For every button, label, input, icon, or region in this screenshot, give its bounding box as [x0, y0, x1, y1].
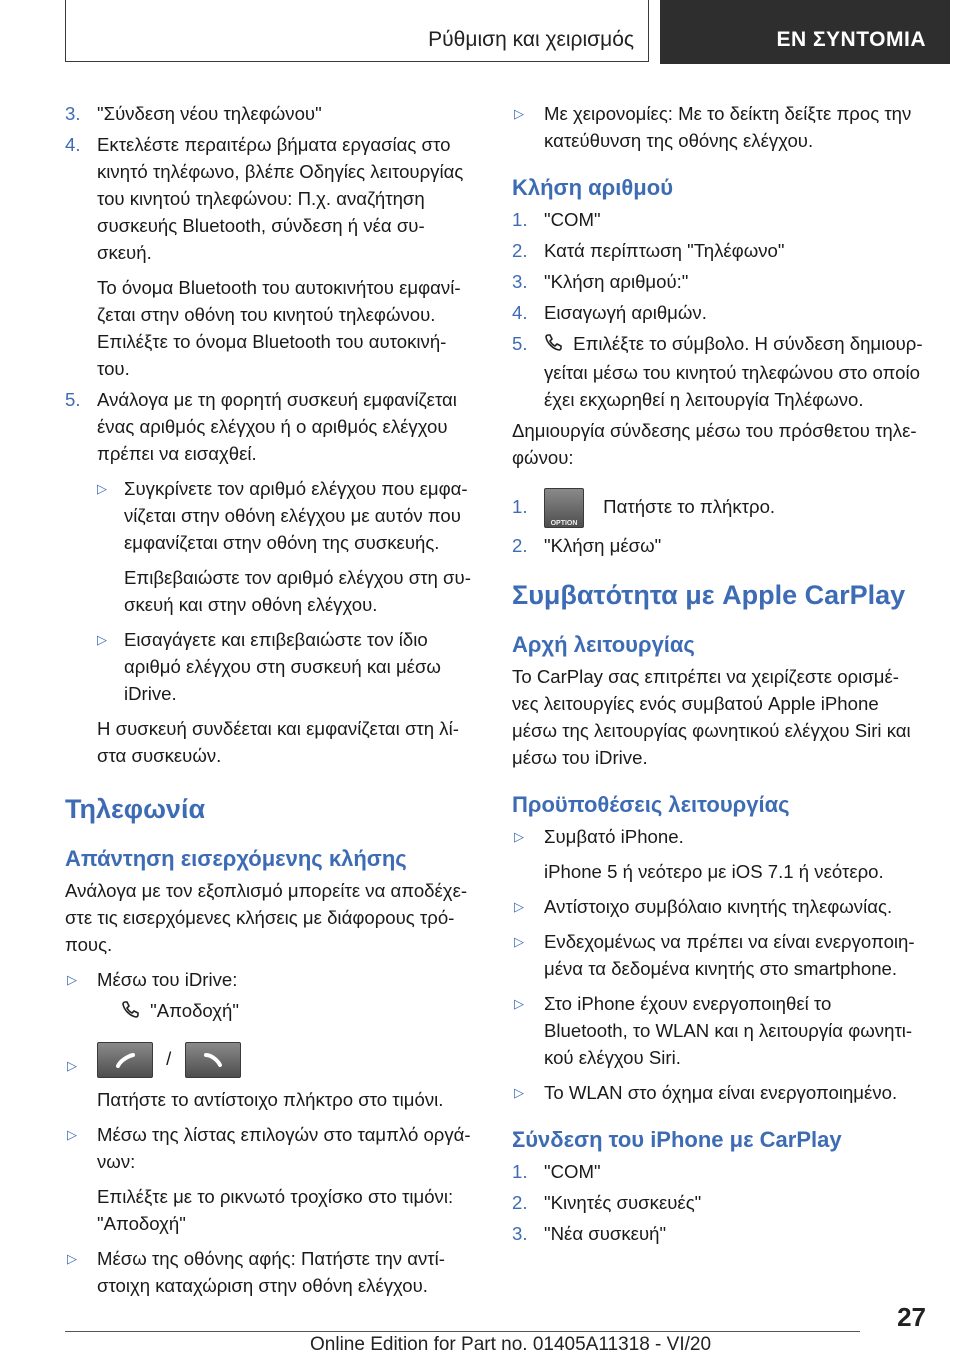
call-step-3 [512, 268, 932, 295]
step-text: Εισαγωγή αριθμών. [544, 302, 707, 323]
text-line: Ενδεχομένως να πρέπει να είναι ενεργοποιη- [544, 930, 915, 952]
step-number: 3. [512, 1222, 528, 1244]
text-line: μένα τα δεδομένα κινητής στο smartphone. [544, 957, 898, 979]
steering-buttons-row [97, 1042, 480, 1078]
step-number: 4. [65, 134, 81, 155]
bullet-options-list [65, 1121, 480, 1175]
step-number: 1. [512, 495, 528, 517]
bullet-iphone [512, 823, 932, 850]
text-line: Αντίστοιχο συμβόλαιο κινητής τηλεφωνίας. [544, 895, 893, 917]
bullet-compare [65, 475, 480, 556]
step-text: "Κινητές συσκευές" [544, 1191, 702, 1213]
step-number: 2. [512, 534, 528, 556]
text-line: Μέσω της λίστας επιλογών στο ταμπλό οργά- [97, 1123, 471, 1145]
step-number: 2. [512, 1191, 528, 1213]
heading-telephony: Τηλεφωνία [65, 794, 206, 824]
heading-carplay: Συμβατότητα με Apple CarPlay [512, 579, 906, 610]
text-line: νίζεται στην οθόνη ελέγχου με αυτόν που [124, 505, 461, 526]
step-text: "Κλήση μέσω" [544, 534, 662, 556]
text-line: Επιλέξτε το όνομα Bluetooth του αυτοκινή- [97, 331, 447, 352]
connect-step-2 [512, 1189, 932, 1216]
text-line: ένας αριθμός ελέγχου ή ο αριθμός ελέγχου [97, 416, 448, 437]
heading-prerequisites: Προϋποθέσεις λειτουργίας [512, 791, 790, 817]
heading-answer-call: Απάντηση εισερχόμενης κλήσης [65, 846, 407, 871]
bullet-triangle-icon: ▷ [514, 1084, 524, 1100]
step-text: "Κλήση αριθμού:" [544, 271, 689, 292]
text-line: στοιχη καταχώριση στην οθόνη ελέγχου. [97, 1274, 428, 1296]
text-line: Συμβατό iPhone. [544, 825, 684, 847]
text-line: Ανάλογα με τον εξοπλισμό μπορείτε να αποδέχε- [65, 880, 468, 901]
text-line: νων: [97, 1150, 136, 1172]
text-line: Ανάλογα με τη φορητή συσκευή εμφανίζεται [97, 389, 457, 410]
bullet-contract [512, 893, 932, 920]
step-text: "COM" [544, 209, 601, 230]
bullet-enter [65, 626, 480, 707]
step-number: 2. [512, 240, 528, 261]
text-line: σκευή και στην οθόνη ελέγχου. [124, 594, 378, 615]
text-line: αριθμό ελέγχου στη συσκευή και μέσω [124, 656, 441, 677]
text-line: Μέσω του iDrive: [97, 969, 238, 990]
text-line: έχει εκχωρηθεί η λειτουργία Τηλέφωνο. [544, 388, 864, 410]
call-step-2 [512, 237, 932, 264]
step-4 [65, 131, 480, 266]
iphone-note [512, 858, 932, 885]
text-line: iDrive. [124, 683, 177, 704]
heading-connect-iphone: Σύνδεση του iPhone με CarPlay [512, 1126, 842, 1152]
step-3 [65, 100, 480, 127]
text-line: στα συσκευών. [97, 745, 222, 766]
text-line: Εισαγάγετε και επιβεβαιώστε τον ίδιο [124, 629, 428, 650]
extra-step-1 [512, 487, 932, 528]
header-chapter-tab [660, 0, 950, 64]
text-line [544, 330, 932, 359]
text-line: γείται μέσω του κινητού τηλεφώνου στο οποίο [544, 361, 920, 383]
text-line: ζεται στην οθόνη του κινητού τηλεφώνου. [97, 304, 436, 325]
step-text: Πατήστε το πλήκτρο. [603, 495, 776, 517]
right-column [512, 100, 932, 1247]
step-number: 5. [65, 389, 81, 410]
bullet-touchscreen [65, 1245, 480, 1299]
page-number: 27 [897, 1302, 926, 1332]
option-button-icon [544, 488, 584, 528]
text-line: πους. [65, 934, 113, 955]
bullet-triangle-icon: ▷ [67, 1250, 77, 1266]
text-line: κού ελέγχου Siri. [544, 1046, 681, 1068]
end-call-button-icon [185, 1042, 241, 1078]
text-line: συσκευής Bluetooth, σύνδεση ή νέα συ- [97, 215, 425, 236]
bullet-triangle-icon: ▷ [97, 481, 107, 496]
text-line: "Αποδοχή" [97, 1212, 186, 1234]
step-number: 4. [512, 302, 528, 323]
bullet-triangle-icon: ▷ [67, 972, 77, 987]
footer-divider [65, 1331, 860, 1332]
text-line: πρέπει να εισαχθεί. [97, 443, 257, 464]
text-line: Εκτελέστε περαιτέρω βήματα εργασίας στο [97, 134, 451, 155]
text-line: Η συσκευή συνδέεται και εμφανίζεται στη λί- [97, 718, 459, 739]
step-number: 3. [512, 271, 528, 292]
phone-handset-icon [544, 332, 564, 359]
text-line: Επιβεβαιώστε τον αριθμό ελέγχου στη συ- [124, 567, 471, 588]
bullet-triangle-icon: ▷ [97, 632, 107, 647]
text-line: μέσω της λειτουργίας φωνητικού ελέγχου Siri και [512, 719, 911, 741]
extra-phone-intro [512, 417, 932, 471]
phone-handset-icon [121, 999, 141, 1026]
text-line: στε τις εισερχόμενες κλήσεις με διάφορους τρό- [65, 907, 455, 928]
text-line: Πατήστε το αντίστοιχο πλήκτρο στο τιμόνι. [97, 1088, 444, 1110]
text-line: σκευή. [97, 242, 152, 263]
step-text: Κατά περίπτωση "Τηλέφωνο" [544, 240, 785, 261]
header-section-box [65, 0, 649, 62]
bullet-triangle-icon: ▷ [67, 1057, 77, 1073]
bullet-triangle-icon: ▷ [514, 933, 524, 949]
heading-principle: Αρχή λειτουργίας [512, 631, 695, 657]
connect-step-1 [512, 1158, 932, 1185]
footer-edition: Online Edition for Part no. 01405A11318 - VI/20 [310, 1334, 712, 1355]
text-line: φώνου: [512, 446, 574, 468]
bullet-gestures [512, 100, 932, 154]
bullet-compare-note [65, 564, 480, 618]
bullet-triangle-icon: ▷ [514, 106, 524, 121]
step-text: "COM" [544, 1160, 601, 1182]
bullet-steering-buttons [65, 1034, 480, 1113]
bullet-triangle-icon: ▷ [514, 995, 524, 1011]
text-line: Στο iPhone έχουν ενεργοποιηθεί το [544, 992, 832, 1014]
text-line: του. [97, 358, 130, 379]
step-number: 3. [65, 103, 81, 124]
bullet-triangle-icon: ▷ [514, 898, 524, 914]
separator-slash: / [166, 1047, 172, 1069]
bullet-vehicle-wlan [512, 1079, 932, 1106]
principle-text [512, 663, 932, 771]
step-number: 5. [512, 333, 528, 354]
left-column [65, 100, 480, 1299]
step-4-note [65, 274, 480, 382]
text-line: Δημιουργία σύνδεσης μέσω του πρόσθετου τηλε- [512, 419, 917, 441]
answer-intro [65, 877, 480, 958]
text-line: κινητό τηλέφωνο, βλέπε Οδηγίες λειτουργίας [97, 161, 464, 182]
option-button-label: OPTION [550, 519, 578, 527]
bullet-triangle-icon: ▷ [67, 1126, 77, 1142]
text-line: Bluetooth, το WLAN και η λειτουργία φωνητι- [544, 1019, 913, 1041]
text-line: νες λειτουργίες ενός συμβατού Apple iPhone [512, 692, 879, 714]
options-list-note [65, 1183, 480, 1237]
bullet-idrive [65, 966, 480, 1026]
bullet-bluetooth-wlan [512, 990, 932, 1071]
extra-step-2 [512, 532, 932, 559]
accept-line [97, 997, 480, 1026]
step-number: 1. [512, 209, 528, 230]
connection-note [65, 715, 480, 769]
text-line: Μέσω της οθόνης αφής: Πατήστε την αντί- [97, 1247, 445, 1269]
call-step-5 [512, 330, 932, 413]
text-line: Συγκρίνετε τον αριθμό ελέγχου που εμφα- [124, 478, 468, 499]
connect-step-3 [512, 1220, 932, 1247]
step-text: "Νέα συσκευή" [544, 1222, 667, 1244]
text-line: Επιλέξτε με το ρικνωτό τροχίσκο στο τιμόνι: [97, 1185, 454, 1207]
accept-call-button-icon [97, 1042, 153, 1078]
text-line: Το όνομα Bluetooth του αυτοκινήτου εμφανί- [97, 277, 461, 298]
text-line: iPhone 5 ή νεότερο με iOS 7.1 ή νεότερο. [544, 860, 884, 882]
heading-call-number: Κλήση αριθμού [512, 175, 674, 200]
step-text: "Σύνδεση νέου τηλεφώνου" [97, 103, 322, 124]
text-line: Το WLAN στο όχημα είναι ενεργοποιημένο. [544, 1081, 898, 1103]
step-number: 1. [512, 1160, 528, 1182]
text-line: του κινητού τηλεφώνου: Π.χ. αναζήτηση [97, 188, 425, 209]
accept-label: "Αποδοχή" [150, 1000, 239, 1021]
header-section-title: Ρύθμιση και χειρισμός [428, 28, 634, 51]
text-line: κατεύθυνση της οθόνης ελέγχου. [544, 130, 814, 151]
text-line: εμφανίζεται στην οθόνη της συσκευής. [124, 532, 440, 553]
text-line: Το CarPlay σας επιτρέπει να χειρίζεστε ορισμέ- [512, 665, 899, 687]
bullet-mobile-data [512, 928, 932, 982]
bullet-triangle-icon: ▷ [514, 828, 524, 844]
text-line: μέσω του iDrive. [512, 746, 648, 768]
step-text: Επιλέξτε το σύμβολο. Η σύνδεση δημιουρ- [573, 333, 923, 354]
step-5 [65, 386, 480, 467]
call-step-1 [512, 206, 932, 233]
text-line: Με χειρονομίες: Με το δείκτη δείξτε προς την [544, 103, 912, 124]
call-step-4 [512, 299, 932, 326]
header-chapter-title: ΕΝ ΣΥΝΤΟΜΙΑ [776, 28, 926, 51]
